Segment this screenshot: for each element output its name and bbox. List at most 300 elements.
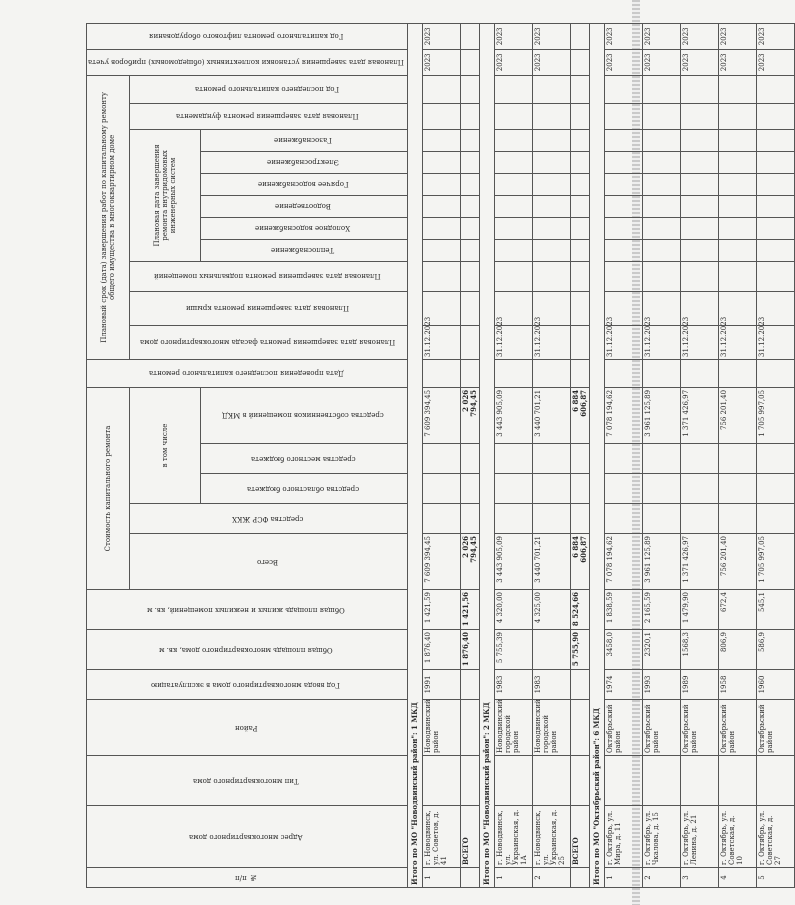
row-cost-local xyxy=(495,444,533,474)
total-empty-cell xyxy=(571,291,590,325)
row-empty-cell xyxy=(681,151,719,173)
table-row xyxy=(605,23,643,887)
row-empty-cell xyxy=(422,173,460,195)
col-foundation: Плановая дата завершения ремонта фундамента xyxy=(130,103,408,129)
row-empty-cell xyxy=(757,129,795,151)
row-empty-cell xyxy=(681,129,719,151)
row-address: г. Новодвинск, ул. Советов, д. 41 xyxy=(422,806,460,868)
row-empty-cell xyxy=(533,239,571,261)
row-address: г. Октябрь, ул. Советская, д. 10 xyxy=(719,806,757,868)
row-empty-cell xyxy=(757,151,795,173)
total-local xyxy=(460,444,479,474)
row-cost-local xyxy=(533,444,571,474)
row-district: Октябрьский район xyxy=(643,700,681,756)
row-empty-cell xyxy=(605,151,643,173)
row-empty-cell xyxy=(605,103,643,129)
section-title: Итого по МО "Новодвинский район": 1 МКД xyxy=(407,23,422,887)
row-empty-cell xyxy=(422,75,460,103)
row-year: 1989 xyxy=(681,670,719,700)
row-district: Октябрьский район xyxy=(719,700,757,756)
row-empty-cell xyxy=(605,173,643,195)
row-res-area: 4 325,00 xyxy=(533,590,571,630)
row-empty-cell xyxy=(533,103,571,129)
row-cost-total: 756 201,40 xyxy=(719,534,757,590)
row-empty-cell xyxy=(605,261,643,291)
total-empty-cell xyxy=(460,261,479,291)
row-no: 3 xyxy=(681,868,719,888)
row-cost-fund xyxy=(422,504,460,534)
col-sewer: Водоотведение xyxy=(200,195,407,217)
row-type xyxy=(422,756,460,806)
row-empty-cell xyxy=(495,239,533,261)
row-empty-cell xyxy=(495,195,533,217)
total-empty-cell xyxy=(571,359,590,387)
total-owners: 2 026 794,45 xyxy=(460,387,479,443)
row-res-area: 1 421,59 xyxy=(422,590,460,630)
table-row xyxy=(719,23,757,887)
row-facade: 31.12.2023 xyxy=(422,325,460,359)
row-facade: 31.12.2023 xyxy=(757,325,795,359)
total-empty-cell xyxy=(571,195,590,217)
row-repair-date xyxy=(422,359,460,387)
total-owners: 6 884 606,87 xyxy=(571,387,590,443)
total-empty-cell xyxy=(460,75,479,103)
table-row xyxy=(681,23,719,887)
row-empty-cell xyxy=(757,75,795,103)
row-type xyxy=(757,756,795,806)
col-cost-local: средства местного бюджета xyxy=(200,444,407,474)
total-fund xyxy=(460,504,479,534)
row-empty-cell xyxy=(422,261,460,291)
row-cost-owners: 3 443 905,09 xyxy=(495,387,533,443)
row-cost-region xyxy=(643,474,681,504)
document-page xyxy=(86,27,783,888)
row-repair-date xyxy=(495,359,533,387)
table-row xyxy=(643,23,681,887)
row-empty-cell xyxy=(533,261,571,291)
col-in-that: в том числе xyxy=(130,387,201,503)
col-type: Тип многоквартирного дома xyxy=(87,756,408,806)
row-cost-total: 1 371 426,97 xyxy=(681,534,719,590)
row-cost-total: 3 440 701,21 xyxy=(533,534,571,590)
row-year: 1993 xyxy=(643,670,681,700)
row-empty-cell xyxy=(719,103,757,129)
row-facade: 31.12.2023 xyxy=(719,325,757,359)
row-type xyxy=(533,756,571,806)
total-empty-cell xyxy=(460,217,479,239)
row-cost-owners: 756 201,40 xyxy=(719,387,757,443)
row-district: Октябрьский район xyxy=(681,700,719,756)
row-empty-cell xyxy=(533,173,571,195)
row-area: 5 755,39 xyxy=(495,630,533,670)
row-empty-cell xyxy=(533,75,571,103)
row-empty-cell xyxy=(681,173,719,195)
total-empty-cell xyxy=(460,49,479,75)
row-empty-cell xyxy=(643,239,681,261)
row-meters: 2023 xyxy=(605,49,643,75)
total-empty-cell xyxy=(571,49,590,75)
col-roof: Плановая дата завершения ремонта крыши xyxy=(130,291,408,325)
row-address: г. Октябрь, ул. Мира, д. 11 xyxy=(605,806,643,868)
row-empty-cell xyxy=(757,173,795,195)
total-empty-cell xyxy=(460,325,479,359)
row-lifts: 2023 xyxy=(681,23,719,49)
row-area: 806,9 xyxy=(719,630,757,670)
row-empty-cell xyxy=(719,217,757,239)
row-res-area: 1 479,90 xyxy=(681,590,719,630)
col-deadline-group: Плановый срок (дата) завершения работ по капитальному ремонту общего имущества в многоквартирном доме xyxy=(87,75,130,359)
col-total-area: Общая площадь многоквартирного дома, кв. м xyxy=(87,630,408,670)
row-cost-fund xyxy=(605,504,643,534)
table-row xyxy=(422,23,460,887)
col-basement: Плановая дата завершения ремонта подвальных помещений xyxy=(130,261,408,291)
col-cost-fund: средства ФСР ЖКХ xyxy=(130,504,408,534)
total-type xyxy=(571,756,590,806)
row-cost-fund xyxy=(643,504,681,534)
total-area: 1 876,40 xyxy=(460,630,479,670)
row-no: 1 xyxy=(605,868,643,888)
row-res-area: 2 165,59 xyxy=(643,590,681,630)
row-res-area: 1 838,59 xyxy=(605,590,643,630)
col-cost-total: Всего xyxy=(130,534,408,590)
total-empty-cell xyxy=(571,75,590,103)
row-district: Новодвинский городской район xyxy=(533,700,571,756)
row-cost-local xyxy=(643,444,681,474)
row-empty-cell xyxy=(495,217,533,239)
total-empty-cell xyxy=(460,151,479,173)
row-facade: 31.12.2023 xyxy=(643,325,681,359)
row-facade: 31.12.2023 xyxy=(605,325,643,359)
row-res-area: 545,1 xyxy=(757,590,795,630)
row-empty-cell xyxy=(533,129,571,151)
section-title: Итого по МО "Октябрьский район": 6 МКД xyxy=(590,23,605,887)
row-facade: 31.12.2023 xyxy=(533,325,571,359)
col-cost-group: Стоимость капитального ремонта xyxy=(87,387,130,589)
col-no: № п/п xyxy=(87,868,408,888)
row-lifts: 2023 xyxy=(643,23,681,49)
row-empty-cell xyxy=(643,103,681,129)
row-year: 1983 xyxy=(495,670,533,700)
row-cost-region xyxy=(495,474,533,504)
row-type xyxy=(719,756,757,806)
row-cost-owners: 3 440 701,21 xyxy=(533,387,571,443)
row-repair-date xyxy=(757,359,795,387)
total-district xyxy=(571,700,590,756)
row-lifts: 2023 xyxy=(719,23,757,49)
section-title: Итого по МО "Новодвинский район": 2 МКД xyxy=(480,23,495,887)
row-year: 1974 xyxy=(605,670,643,700)
row-cost-fund xyxy=(495,504,533,534)
col-cost-owners: средства собственников помещений в МКД xyxy=(200,387,407,443)
total-empty-cell xyxy=(571,173,590,195)
row-area: 2320,1 xyxy=(643,630,681,670)
total-empty-cell xyxy=(571,129,590,151)
row-facade: 31.12.2023 xyxy=(681,325,719,359)
row-facade: 31.12.2023 xyxy=(495,325,533,359)
row-empty-cell xyxy=(719,151,757,173)
row-empty-cell xyxy=(757,103,795,129)
col-electric: Электроснабжение xyxy=(200,151,407,173)
row-repair-date xyxy=(719,359,757,387)
row-no: 1 xyxy=(422,868,460,888)
total-row xyxy=(460,23,479,887)
col-last-year: Год последнего капитального ремонта xyxy=(130,75,408,103)
total-district xyxy=(460,700,479,756)
row-area: 1568,3 xyxy=(681,630,719,670)
total-empty-cell xyxy=(571,239,590,261)
row-empty-cell xyxy=(757,239,795,261)
col-repair-date: Дата проведения последнего капитального ремонта xyxy=(87,359,408,387)
row-district: Октябрьский район xyxy=(605,700,643,756)
section-header-row xyxy=(407,23,422,887)
row-empty-cell xyxy=(422,129,460,151)
row-cost-total: 3 961 125,89 xyxy=(643,534,681,590)
row-area: 1 876,40 xyxy=(422,630,460,670)
row-year: 1958 xyxy=(719,670,757,700)
row-cost-owners: 7 078 194,62 xyxy=(605,387,643,443)
row-repair-date xyxy=(681,359,719,387)
row-lifts: 2023 xyxy=(422,23,460,49)
row-empty-cell xyxy=(681,195,719,217)
row-empty-cell xyxy=(533,217,571,239)
row-empty-cell xyxy=(533,195,571,217)
row-no: 4 xyxy=(719,868,757,888)
row-cost-total: 7 078 194,62 xyxy=(605,534,643,590)
row-address: г. Октябрь, ул. Советская, д. 27 xyxy=(757,806,795,868)
row-area: 586,9 xyxy=(757,630,795,670)
total-fund xyxy=(571,504,590,534)
row-empty-cell xyxy=(681,103,719,129)
row-empty-cell xyxy=(422,195,460,217)
total-empty-cell xyxy=(460,195,479,217)
total-empty-cell xyxy=(460,291,479,325)
row-empty-cell xyxy=(495,173,533,195)
row-lifts: 2023 xyxy=(605,23,643,49)
row-cost-region xyxy=(757,474,795,504)
row-cost-total: 1 705 997,05 xyxy=(757,534,795,590)
row-repair-date xyxy=(643,359,681,387)
col-facade: Плановая дата завершения ремонта фасада многоквартирного дома xyxy=(130,325,408,359)
row-cost-region xyxy=(605,474,643,504)
row-empty-cell xyxy=(757,261,795,291)
row-res-area: 672,4 xyxy=(719,590,757,630)
table-body xyxy=(407,23,794,887)
row-cost-fund xyxy=(757,504,795,534)
row-empty-cell xyxy=(643,151,681,173)
total-label: ВСЕГО xyxy=(460,806,479,868)
total-year xyxy=(571,670,590,700)
row-address: г. Новодвинск, ул. Украинская, д. 1А xyxy=(495,806,533,868)
rotated-sheet xyxy=(86,27,783,888)
row-empty-cell xyxy=(495,261,533,291)
row-cost-owners: 7 609 394,45 xyxy=(422,387,460,443)
total-empty-cell xyxy=(571,325,590,359)
row-meters: 2023 xyxy=(719,49,757,75)
row-repair-date xyxy=(605,359,643,387)
col-lifts: Год капитального ремонта лифтового оборудования xyxy=(87,23,408,49)
col-heat: Теплоснабжение xyxy=(200,239,407,261)
total-no xyxy=(460,868,479,888)
row-empty-cell xyxy=(605,195,643,217)
total-empty-cell xyxy=(460,23,479,49)
row-meters: 2023 xyxy=(533,49,571,75)
section-header-row xyxy=(480,23,495,887)
row-cost-local xyxy=(422,444,460,474)
row-cost-region xyxy=(533,474,571,504)
total-local xyxy=(571,444,590,474)
total-region xyxy=(571,474,590,504)
row-cost-total: 7 609 394,45 xyxy=(422,534,460,590)
row-cost-owners: 1 705 997,05 xyxy=(757,387,795,443)
row-empty-cell xyxy=(719,195,757,217)
total-label: ВСЕГО xyxy=(571,806,590,868)
total-region xyxy=(460,474,479,504)
row-address: г. Октябрь, ул. Ленина, д. 21 xyxy=(681,806,719,868)
row-empty-cell xyxy=(643,75,681,103)
col-district: Район xyxy=(87,700,408,756)
row-empty-cell xyxy=(681,239,719,261)
row-year: 1960 xyxy=(757,670,795,700)
row-no: 1 xyxy=(495,868,533,888)
row-cost-region xyxy=(719,474,757,504)
row-empty-cell xyxy=(719,75,757,103)
total-empty-cell xyxy=(460,173,479,195)
col-year: Год ввода многоквартирного дома в эксплуатацию xyxy=(87,670,408,700)
col-cold-water: Холодное водоснабжение xyxy=(200,217,407,239)
row-type xyxy=(681,756,719,806)
row-no: 2 xyxy=(533,868,571,888)
row-cost-local xyxy=(605,444,643,474)
row-empty-cell xyxy=(495,129,533,151)
row-empty-cell xyxy=(757,195,795,217)
row-empty-cell xyxy=(495,151,533,173)
row-empty-cell xyxy=(643,261,681,291)
row-lifts: 2023 xyxy=(533,23,571,49)
total-empty-cell xyxy=(460,129,479,151)
row-type xyxy=(495,756,533,806)
total-no xyxy=(571,868,590,888)
table-row xyxy=(533,23,571,887)
row-empty-cell xyxy=(605,217,643,239)
total-res-area: 1 421,56 xyxy=(460,590,479,630)
total-res-area: 8 524,66 xyxy=(571,590,590,630)
row-empty-cell xyxy=(681,75,719,103)
row-district: Октябрьский район xyxy=(757,700,795,756)
row-area: 3458,0 xyxy=(605,630,643,670)
total-cost: 6 884 606,87 xyxy=(571,534,590,590)
row-cost-fund xyxy=(681,504,719,534)
col-gas: Газоснабжение xyxy=(200,129,407,151)
table-row xyxy=(495,23,533,887)
row-cost-local xyxy=(719,444,757,474)
row-empty-cell xyxy=(422,239,460,261)
total-empty-cell xyxy=(571,217,590,239)
row-cost-local xyxy=(681,444,719,474)
total-empty-cell xyxy=(571,23,590,49)
col-meters: Плановая дата завершения установки коллективных (общедомовых) приборов учета xyxy=(87,49,408,75)
total-area: 5 755,90 xyxy=(571,630,590,670)
row-cost-total: 3 443 905,09 xyxy=(495,534,533,590)
row-empty-cell xyxy=(719,261,757,291)
row-cost-region xyxy=(681,474,719,504)
row-empty-cell xyxy=(422,103,460,129)
total-cost: 2 026 794,45 xyxy=(460,534,479,590)
row-meters: 2023 xyxy=(495,49,533,75)
row-address: г. Октябрь, ул. Чкалова, д. 15 xyxy=(643,806,681,868)
row-type xyxy=(643,756,681,806)
col-cost-region: средства областного бюджета xyxy=(200,474,407,504)
row-cost-fund xyxy=(719,504,757,534)
total-empty-cell xyxy=(460,239,479,261)
row-lifts: 2023 xyxy=(757,23,795,49)
row-cost-fund xyxy=(533,504,571,534)
row-empty-cell xyxy=(495,103,533,129)
total-empty-cell xyxy=(571,103,590,129)
table-row xyxy=(757,23,795,887)
row-meters: 2023 xyxy=(422,49,460,75)
row-empty-cell xyxy=(643,173,681,195)
total-empty-cell xyxy=(460,359,479,387)
total-row xyxy=(571,23,590,887)
row-empty-cell xyxy=(422,217,460,239)
col-address: Адрес многоквартирного дома xyxy=(87,806,408,868)
row-empty-cell xyxy=(643,195,681,217)
row-empty-cell xyxy=(605,129,643,151)
row-area xyxy=(533,630,571,670)
total-empty-cell xyxy=(571,261,590,291)
row-cost-local xyxy=(757,444,795,474)
row-district: Новодвинский городской район xyxy=(495,700,533,756)
section-header-row xyxy=(590,23,605,887)
col-eng-group: Плановая дата завершения ремонта внутридомовых инженерных систем xyxy=(130,129,201,261)
total-empty-cell xyxy=(460,103,479,129)
row-repair-date xyxy=(533,359,571,387)
row-empty-cell xyxy=(681,217,719,239)
row-empty-cell xyxy=(533,151,571,173)
row-no: 5 xyxy=(757,868,795,888)
row-empty-cell xyxy=(605,239,643,261)
row-lifts: 2023 xyxy=(495,23,533,49)
row-meters: 2023 xyxy=(643,49,681,75)
row-empty-cell xyxy=(643,129,681,151)
repair-program-table xyxy=(86,23,795,888)
row-cost-owners: 3 961 125,89 xyxy=(643,387,681,443)
row-empty-cell xyxy=(495,75,533,103)
row-res-area: 4 320,00 xyxy=(495,590,533,630)
row-empty-cell xyxy=(757,217,795,239)
row-empty-cell xyxy=(719,239,757,261)
col-hot-water: Горячее водоснабжение xyxy=(200,173,407,195)
total-year xyxy=(460,670,479,700)
col-res-area: Общая площадь жилых и нежилых помещений, кв. м xyxy=(87,590,408,630)
row-empty-cell xyxy=(422,151,460,173)
row-empty-cell xyxy=(605,75,643,103)
row-cost-owners: 1 371 426,97 xyxy=(681,387,719,443)
row-meters: 2023 xyxy=(681,49,719,75)
row-empty-cell xyxy=(719,173,757,195)
row-no: 2 xyxy=(643,868,681,888)
total-type xyxy=(460,756,479,806)
row-type xyxy=(605,756,643,806)
row-meters: 2023 xyxy=(757,49,795,75)
row-year: 1983 xyxy=(533,670,571,700)
total-empty-cell xyxy=(571,151,590,173)
row-address: г. Новодвинск, ул. Украинская, д. 25 xyxy=(533,806,571,868)
row-cost-region xyxy=(422,474,460,504)
row-year: 1991 xyxy=(422,670,460,700)
row-empty-cell xyxy=(719,129,757,151)
row-empty-cell xyxy=(681,261,719,291)
